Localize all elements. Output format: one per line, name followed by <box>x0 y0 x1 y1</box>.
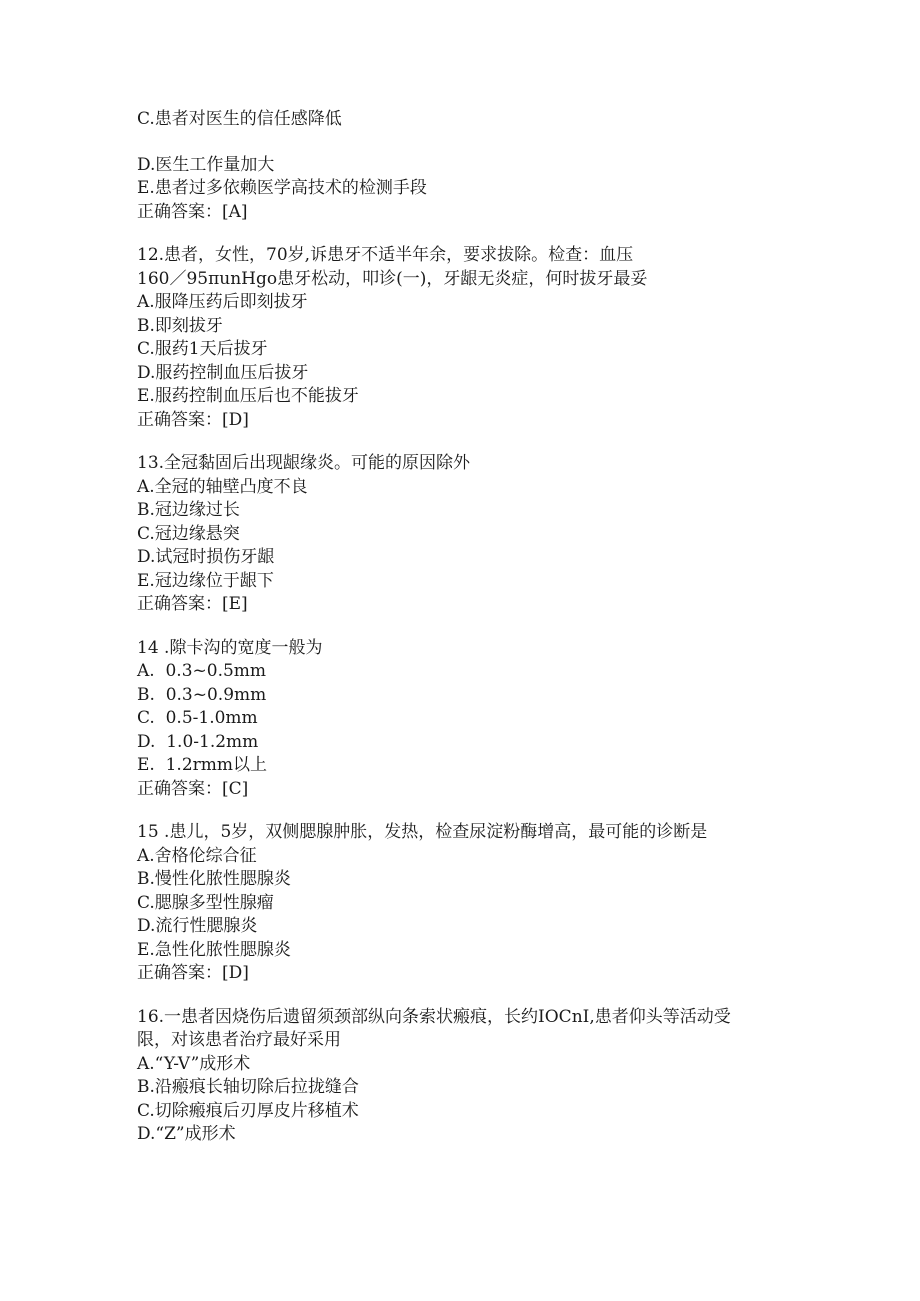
question-11-continuation <box>137 108 797 224</box>
option-e: E. 1.2rmm以上 <box>137 755 268 775</box>
question-stem: 14 .隙卡沟的宽度一般为 <box>137 637 323 658</box>
question-stem: 16.一患者因烧伤后遗留须颈部纵向条索状瘢痕，长约IOCnI,患者仰头等活动受 <box>137 1006 731 1027</box>
option-c: C.腮腺多型性腺瘤 <box>137 892 274 913</box>
option-c: C. 0.5-1.0mm <box>137 708 258 728</box>
option-a: A. 0.3~0.5mm <box>137 661 267 681</box>
option-c: C.切除瘢痕后刃厚皮片移植术 <box>137 1100 359 1121</box>
question-stem: 13.全冠黏固后出现龈缘炎。可能的原因除外 <box>137 453 471 473</box>
question-15 <box>137 821 797 986</box>
option-a: A.“Y-V”成形术 <box>137 1053 251 1074</box>
option-c: C.冠边缘悬突 <box>137 523 240 544</box>
option-e: E.冠边缘位于龈下 <box>137 570 274 591</box>
option-c: C.患者对医生的信任感降低 <box>137 109 342 129</box>
question-stem: 160／95πunHgo患牙松动，叩诊(一)，牙龈无炎症，何时拔牙最妥 <box>137 268 648 289</box>
answer-line: 正确答案：[E] <box>137 594 248 614</box>
option-a: A.服降压药后即刻拔牙 <box>137 292 308 312</box>
option-a: A.全冠的轴壁凸度不良 <box>137 476 308 497</box>
question-12 <box>137 244 797 432</box>
question-stem: 限，对该患者治疗最好采用 <box>137 1030 341 1050</box>
option-b: B.沿瘢痕长轴切除后拉拢缝合 <box>137 1077 359 1097</box>
answer-line: 正确答案：[D] <box>137 409 249 430</box>
option-a: A.舍格伦综合征 <box>137 845 257 866</box>
option-d: D.医生工作量加大 <box>137 154 275 175</box>
option-b: B.慢性化脓性腮腺炎 <box>137 869 291 889</box>
question-16 <box>137 1006 797 1147</box>
option-d: D.“Z”成形术 <box>137 1124 236 1144</box>
option-b: B.即刻拔牙 <box>137 315 223 336</box>
question-14 <box>137 637 797 802</box>
question-stem: 12.患者，女性，70岁,诉患牙不适半年余，要求拔除。检查：血压 <box>137 245 634 265</box>
question-stem: 15 .患儿，5岁，双侧腮腺肿胀，发热，检查尿淀粉酶增高，最可能的诊断是 <box>137 822 708 842</box>
option-d: D.试冠时损伤牙龈 <box>137 547 275 567</box>
question-13 <box>137 452 797 617</box>
option-d: D.服药控制血压后拔牙 <box>137 362 309 383</box>
answer-line: 正确答案：[D] <box>137 963 249 983</box>
option-d: D. 1.0-1.2mm <box>137 731 259 752</box>
option-c: C.服药1天后拔牙 <box>137 339 268 359</box>
option-e: E.患者过多依赖医学高技术的检测手段 <box>137 178 427 198</box>
answer-line: 正确答案：[C] <box>137 778 249 799</box>
option-b: B. 0.3~0.9mm <box>137 684 267 705</box>
option-e: E.急性化脓性腮腺炎 <box>137 939 291 960</box>
answer-line: 正确答案：[A] <box>137 201 248 222</box>
option-e: E.服药控制血压后也不能拔牙 <box>137 386 359 406</box>
option-d: D.流行性腮腺炎 <box>137 916 258 936</box>
option-b: B.冠边缘过长 <box>137 500 240 520</box>
document-page <box>137 108 797 1147</box>
